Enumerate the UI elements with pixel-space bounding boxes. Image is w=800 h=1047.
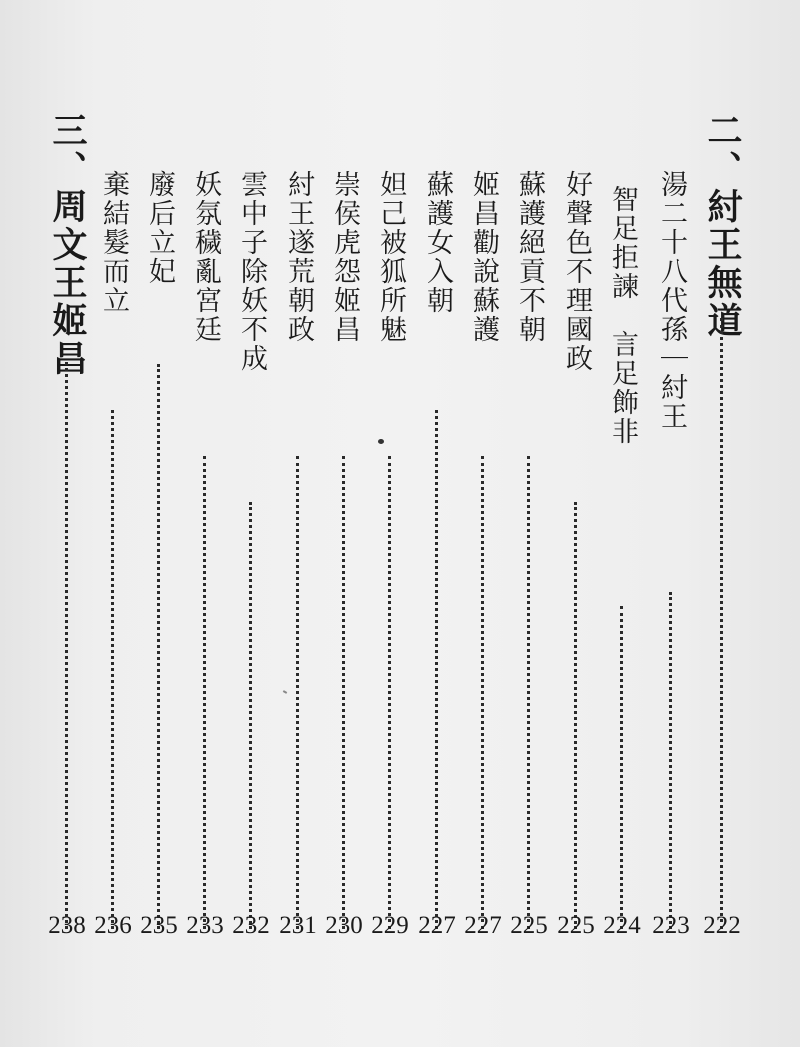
toc-entry-page: 231 [279, 912, 317, 939]
dot-leader [111, 410, 114, 929]
dot-leader [65, 362, 68, 929]
toc-entry-page: 233 [186, 912, 224, 939]
toc-entry-title: 崇侯虎怨姬昌 [329, 170, 360, 344]
dot-leader [342, 456, 345, 929]
toc-entry-page: 222 [703, 912, 741, 939]
dot-leader [620, 606, 623, 929]
toc-entry-title: 棄結髮而立 [98, 170, 129, 315]
ink-speck [378, 439, 384, 444]
dot-leader [435, 410, 438, 929]
toc-entry-title: 好聲色不理國政 [561, 170, 592, 373]
toc-entry-page: 227 [464, 912, 502, 939]
toc-entry-title: 智足拒諫 言足飾非 [607, 185, 638, 446]
dot-leader [249, 502, 252, 929]
toc-entry-page: 224 [603, 912, 641, 939]
dot-leader [574, 502, 577, 929]
dot-leader [388, 456, 391, 929]
dot-leader [669, 592, 672, 929]
dot-leader [527, 456, 530, 929]
toc-entry-title: 雲中子除妖不成 [236, 170, 267, 373]
dot-leader [720, 318, 723, 929]
toc-entry-page: 225 [510, 912, 548, 939]
toc-entry[interactable] [275, 0, 321, 1047]
toc-entry[interactable] [321, 0, 367, 1047]
toc-entry-page: 223 [652, 912, 690, 939]
toc-entry[interactable] [136, 0, 182, 1047]
toc-entry[interactable] [367, 0, 413, 1047]
toc-entry-page: 238 [48, 912, 86, 939]
toc-heading-chapter-2[interactable] [699, 0, 745, 1047]
toc-entry-title: 姬昌勸說蘇護 [468, 170, 499, 344]
toc-entry-page: 229 [371, 912, 409, 939]
toc-entry[interactable] [90, 0, 136, 1047]
toc-entry-page: 225 [557, 912, 595, 939]
toc-entry-page: 232 [232, 912, 270, 939]
toc-entry-title: 妲己被狐所魅 [375, 170, 406, 344]
dot-leader [157, 364, 160, 929]
toc-entry-title: 妖氛穢亂宮廷 [190, 170, 221, 344]
toc-entry[interactable] [182, 0, 228, 1047]
toc-entry-title: 湯二十八代孫｜紂王 [656, 170, 687, 431]
toc-entry-title: 蘇護絕貢不朝 [514, 170, 545, 344]
toc-entry[interactable] [506, 0, 552, 1047]
toc-entry-page: 235 [140, 912, 178, 939]
toc-entry[interactable] [599, 0, 645, 1047]
toc-entry-title: 蘇護女入朝 [422, 170, 453, 315]
toc-entry-title: 廢后立妃 [144, 170, 175, 286]
toc-entry-title: 二、紂王無道 [702, 112, 743, 340]
dot-leader [203, 456, 206, 929]
dot-leader [481, 456, 484, 929]
toc-entry[interactable] [648, 0, 694, 1047]
toc-entry-page: 227 [418, 912, 456, 939]
dot-leader [296, 456, 299, 929]
toc-entry[interactable] [460, 0, 506, 1047]
toc-entry-title: 三、周文王姬昌 [47, 112, 88, 378]
toc-entry[interactable] [414, 0, 460, 1047]
toc-entry-page: 230 [325, 912, 363, 939]
toc-heading-chapter-3[interactable] [44, 0, 90, 1047]
toc-entry[interactable] [553, 0, 599, 1047]
toc-entry[interactable] [228, 0, 274, 1047]
toc-entry-title: 紂王遂荒朝政 [283, 170, 314, 344]
toc-entry-page: 236 [94, 912, 132, 939]
